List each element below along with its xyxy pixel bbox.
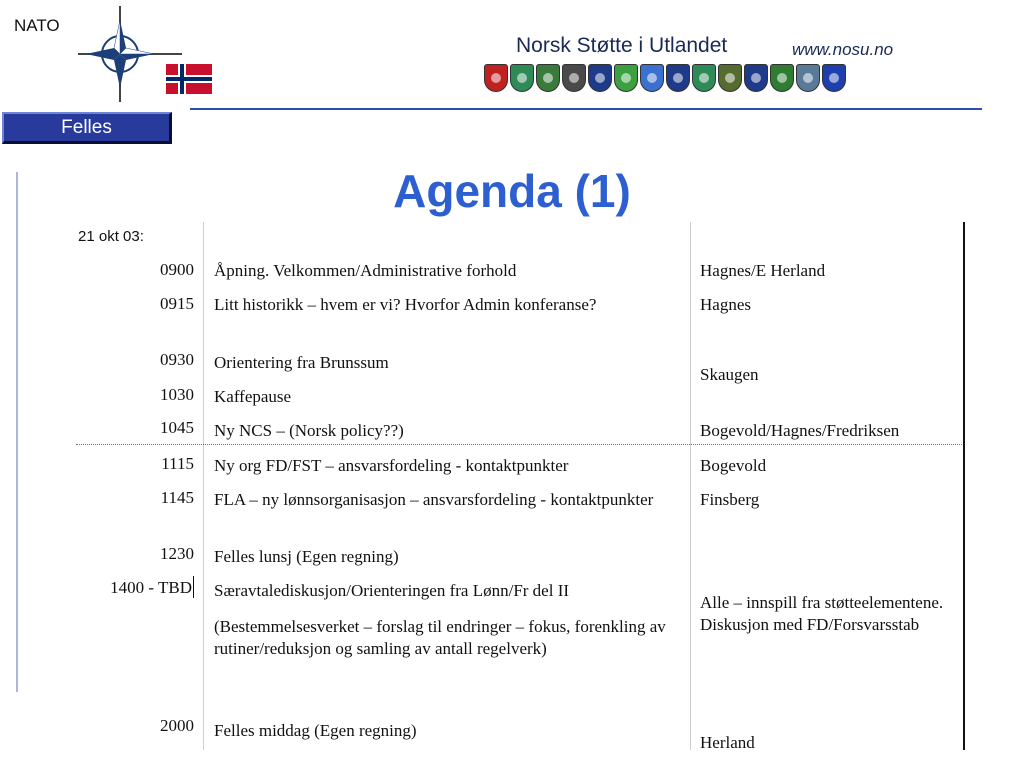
text-cursor — [193, 576, 194, 598]
row-presenter: Finsberg — [700, 490, 760, 509]
row-item: Ny NCS – (Norsk policy??) — [214, 421, 404, 440]
row-time: 2000 — [160, 716, 194, 735]
norway-flag-icon — [166, 64, 212, 94]
left-margin-rule — [16, 172, 18, 692]
row-presenter: Skaugen — [700, 365, 759, 384]
table-column-divider — [690, 222, 691, 750]
crest-emblem-icon — [699, 73, 709, 83]
crest-emblem-icon — [595, 73, 605, 83]
unit-crest-icon — [718, 64, 742, 92]
crest-emblem-icon — [673, 73, 683, 83]
table-column-divider — [203, 222, 204, 750]
crest-emblem-icon — [543, 73, 553, 83]
row-item: Kaffepause — [214, 387, 292, 406]
row-item: Felles lunsj (Egen regning) — [214, 547, 399, 566]
row-time: 0915 — [160, 294, 194, 313]
unit-crest-icon — [770, 64, 794, 92]
brand-url: www.nosu.no — [792, 40, 894, 59]
row-presenter: Hagnes — [700, 295, 751, 314]
crest-emblem-icon — [517, 73, 527, 83]
row-presenter: Bogevold — [700, 456, 767, 475]
brand-name: Norsk Støtte i Utlandet — [516, 34, 728, 57]
row-presenter: Bogevold/Hagnes/Fredriksen — [700, 421, 900, 440]
row-time: 1045 — [160, 418, 194, 437]
row-item: Orientering fra Brunssum — [214, 353, 389, 372]
row-presenter: Alle – innspill fra støtteelementene. Diskusjon med FD/Forsvarsstab — [700, 593, 944, 634]
row-item: Litt historikk – hvem er vi? Hvorfor Admin konferanse? — [214, 295, 597, 314]
crest-emblem-icon — [803, 73, 813, 83]
row-item: Ny org FD/FST – ansvarsfordeling - kontaktpunkter — [214, 456, 569, 475]
section-tab-felles: Felles — [2, 112, 172, 144]
slide-title: Agenda (1) — [393, 165, 631, 217]
row-time: 0900 — [160, 260, 194, 279]
row-item: Felles middag (Egen regning) — [214, 721, 417, 740]
crest-emblem-icon — [647, 73, 657, 83]
unit-crest-icon — [666, 64, 690, 92]
unit-crest-icon — [614, 64, 638, 92]
crest-emblem-icon — [751, 73, 761, 83]
crest-emblem-icon — [725, 73, 735, 83]
unit-crest-icon — [510, 64, 534, 92]
row-item: FLA – ny lønnsorganisasjon – ansvarsfordeling - kontaktpunkter — [214, 490, 654, 509]
unit-crest-icon — [562, 64, 586, 92]
unit-crest-icon — [692, 64, 716, 92]
crest-emblem-icon — [777, 73, 787, 83]
agenda-date: 21 okt 03: — [78, 228, 144, 245]
table-right-border — [963, 222, 965, 750]
crest-emblem-icon — [491, 73, 501, 83]
row-time: 0930 — [160, 350, 194, 369]
unit-crest-icon — [796, 64, 820, 92]
unit-crest-icon — [588, 64, 612, 92]
row-item-note: (Bestemmelsesverket – forslag til endringer – fokus, forenkling av rutiner/reduksjon og samling av antall regelverk) — [214, 617, 666, 658]
row-time: 1115 — [161, 454, 194, 473]
table-dotted-separator — [76, 444, 962, 445]
crest-emblem-icon — [621, 73, 631, 83]
unit-crest-icon — [536, 64, 560, 92]
unit-crest-icon — [484, 64, 508, 92]
row-time: 1030 — [160, 385, 194, 404]
row-presenter: Hagnes/E Herland — [700, 261, 826, 280]
unit-crest-icon — [744, 64, 768, 92]
row-time: 1145 — [160, 488, 194, 507]
unit-crest-icon — [640, 64, 664, 92]
row-time: 1400 - TBD — [110, 578, 192, 597]
unit-crests — [484, 64, 846, 92]
row-presenter: Herland — [700, 733, 755, 752]
unit-crest-icon — [822, 64, 846, 92]
nato-label: NATO — [14, 16, 60, 35]
row-time: 1230 — [160, 544, 194, 563]
crest-emblem-icon — [829, 73, 839, 83]
row-item: Særavtalediskusjon/Orienteringen fra Lønn/Fr del II — [214, 581, 570, 600]
crest-emblem-icon — [569, 73, 579, 83]
header-rule — [190, 108, 982, 110]
row-item: Åpning. Velkommen/Administrative forhold — [214, 261, 517, 280]
